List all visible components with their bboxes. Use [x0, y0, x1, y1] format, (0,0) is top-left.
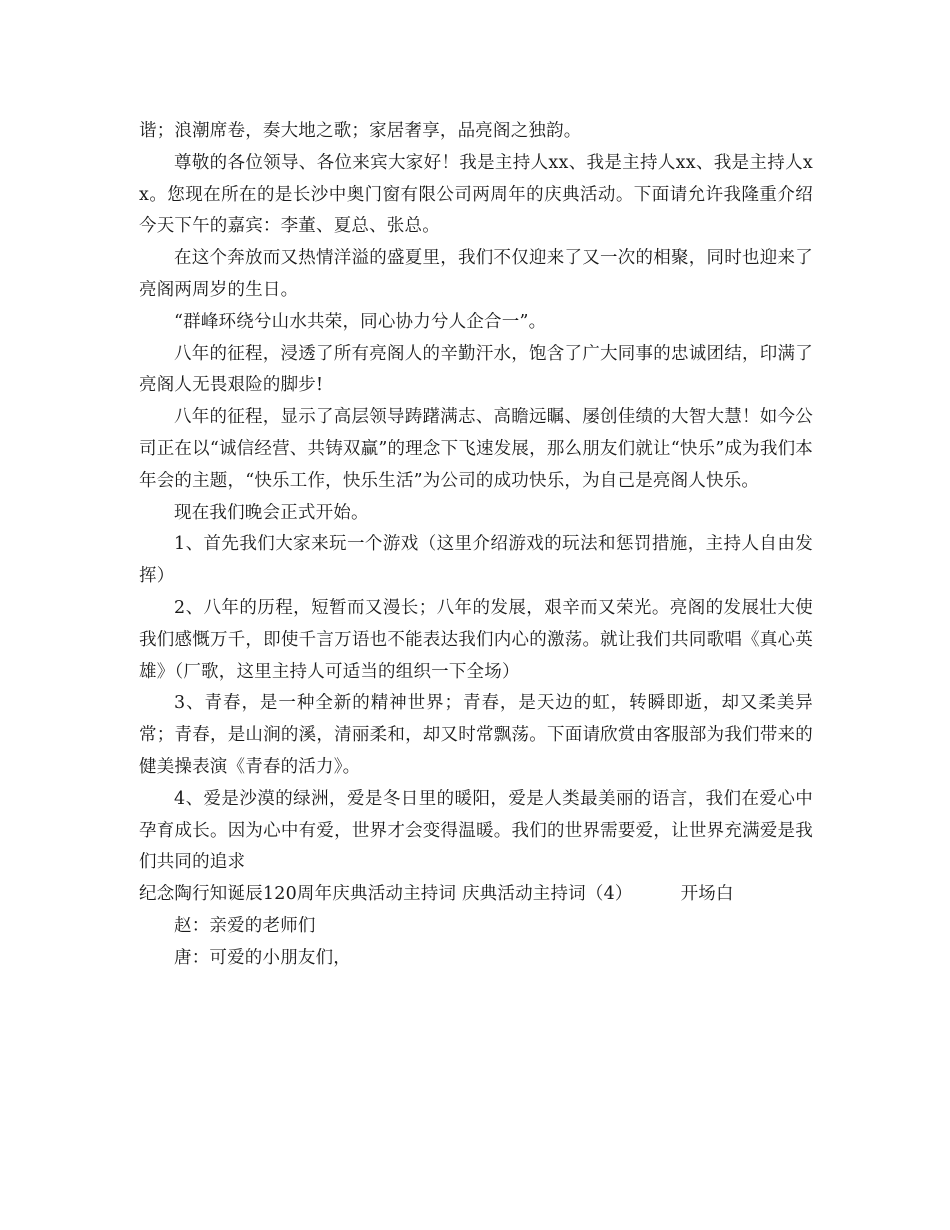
- paragraph: 3、青春，是一种全新的精神世界；青春，是天边的虹，转瞬即逝，却又柔美异常；青春，是山涧的溪，清丽柔和，却又时常飘荡。下面请欣赏由客服部为我们带来的健美操表演《青春的活力》。: [139, 693, 813, 777]
- dialogue-line: 唐：可爱的小朋友们，: [174, 947, 351, 968]
- section-subtitle: 开场白: [680, 884, 734, 905]
- section-title-line: [139, 879, 813, 911]
- paragraph: 尊敬的各位领导、各位来宾大家好！我是主持人xx、我是主持人xx、我是主持人xx。您现在所在的是长沙中奥门窗有限公司两周年的庆典活动。下面请允许我隆重介绍今天下午的嘉宾：李董、夏总、张总。: [139, 152, 813, 237]
- paragraph: 八年的征程，浸透了所有亮阁人的辛勤汗水，饱含了广大同事的忠诚团结，印满了亮阁人无畏艰险的脚步!: [139, 343, 813, 396]
- document-body: [139, 116, 813, 975]
- dialogue-line: 赵：亲爱的老师们: [174, 915, 316, 936]
- paragraph: 1、首先我们大家来玩一个游戏（这里介绍游戏的玩法和惩罚措施，主持人自由发挥）: [139, 534, 813, 587]
- section-title: 纪念陶行知诞辰120周年庆典活动主持词 庆典活动主持词（4）: [139, 884, 633, 905]
- paragraph: 八年的征程，显示了高层领导踌躇满志、高瞻远瞩、屡创佳绩的大智大慧！如今公司正在以“诚信经营、共铸双赢”的理念下飞速发展，那么朋友们就让“快乐”成为我们本年会的主题，“快乐工作，快乐生活”为公司的成功快乐，为自己是亮阁人快乐。: [139, 407, 813, 491]
- paragraph: 4、爱是沙漠的绿洲，爱是冬日里的暖阳，爱是人类最美丽的语言，我们在爱心中孕育成长。因为心中有爱，世界才会变得温暖。我们的世界需要爱，让世界充满爱是我们共同的追求: [139, 788, 813, 873]
- paragraph: 2、八年的历程，短暂而又漫长；八年的发展，艰辛而又荣光。亮阁的发展壮大使我们感慨万千，即使千言万语也不能表达我们内心的激荡。就让我们共同歌唱《真心英雄》（厂歌，这里主持人可适当的组织一下全场）: [139, 597, 813, 682]
- paragraph: 谐；浪潮席卷，奏大地之歌；家居奢享，品亮阁之独韵。: [139, 121, 582, 141]
- paragraph: 现在我们晚会正式开始。: [174, 502, 369, 523]
- paragraph: “群峰环绕兮山水共荣，同心协力兮人企合一”。: [174, 311, 547, 332]
- paragraph: 在这个奔放而又热情洋溢的盛夏里，我们不仅迎来了又一次的相聚，同时也迎来了亮阁两周岁的生日。: [139, 248, 813, 300]
